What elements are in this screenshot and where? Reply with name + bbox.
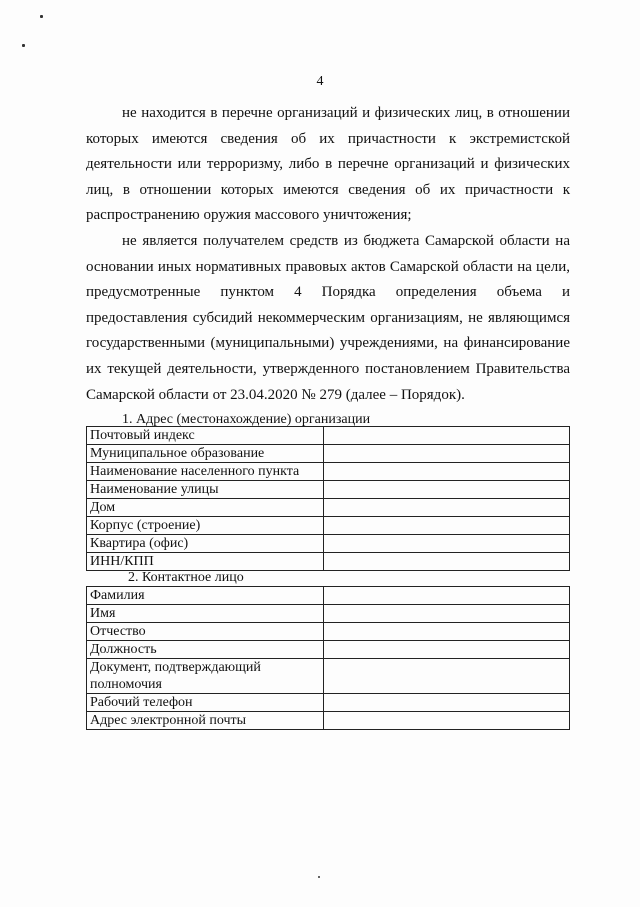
table-row [87, 499, 570, 517]
field-label: Фамилия [87, 587, 324, 605]
field-value[interactable] [324, 445, 570, 463]
body-text [86, 101, 570, 408]
field-label: Имя [87, 605, 324, 623]
table-row [87, 481, 570, 499]
field-label: Документ, подтверждающий полномочия [87, 659, 324, 694]
field-value[interactable] [324, 605, 570, 623]
field-value[interactable] [324, 499, 570, 517]
table-row [87, 623, 570, 641]
field-label: Адрес электронной почты [87, 712, 324, 730]
field-value[interactable] [324, 427, 570, 445]
table-row [87, 553, 570, 571]
field-label: Отчество [87, 623, 324, 641]
field-value[interactable] [324, 641, 570, 659]
table-row [87, 641, 570, 659]
table-row [87, 517, 570, 535]
paragraph: не является получателем средств из бюджета Самарской области на основании иных нормативных правовых актов Самарской области на цели, предусмотренные пунктом 4 Порядка определения объема и предоставления субсидий некоммерческим организациям, не являющимся государственными (муниципальными) учреждениями, на финансирование их текущей деятельности, утвержденного постановлением Правительства Самарской области от 23.04.2020 № 279 (далее – Порядок). [86, 232, 570, 403]
table-row [87, 694, 570, 712]
table-row [87, 427, 570, 445]
field-label: Наименование улицы [87, 481, 324, 499]
field-value[interactable] [324, 463, 570, 481]
page-number: 4 [316, 74, 324, 89]
field-value[interactable] [324, 659, 570, 694]
field-label: ИНН/КПП [87, 553, 324, 571]
scan-speck [40, 15, 43, 18]
scan-speck [318, 876, 320, 878]
field-label: Дом [87, 499, 324, 517]
table-row [87, 587, 570, 605]
address-table [86, 426, 570, 571]
scan-speck [22, 44, 25, 47]
paragraph: не находится в перечне организаций и физических лиц, в отношении которых имеются сведения об их причастности к экстремистской деятельности или терроризму, либо в перечне организаций и физических лиц, в отношении которых имеются сведения об их причастности к распространению оружия массового уничтожения; [86, 105, 570, 224]
field-label: Корпус (строение) [87, 517, 324, 535]
field-label: Должность [87, 641, 324, 659]
table-row [87, 445, 570, 463]
section-title-address: 1. Адрес (местонахождение) организации [122, 412, 371, 427]
field-value[interactable] [324, 517, 570, 535]
field-value[interactable] [324, 623, 570, 641]
field-value[interactable] [324, 587, 570, 605]
table-row [87, 712, 570, 730]
field-label: Муниципальное образование [87, 445, 324, 463]
field-value[interactable] [324, 694, 570, 712]
field-label: Наименование населенного пункта [87, 463, 324, 481]
field-label: Квартира (офис) [87, 535, 324, 553]
field-label: Рабочий телефон [87, 694, 324, 712]
table-row [87, 535, 570, 553]
field-value[interactable] [324, 535, 570, 553]
field-label: Почтовый индекс [87, 427, 324, 445]
field-value[interactable] [324, 553, 570, 571]
field-value[interactable] [324, 712, 570, 730]
table-row [87, 463, 570, 481]
field-value[interactable] [324, 481, 570, 499]
table-row [87, 659, 570, 694]
contact-table [86, 586, 570, 730]
section-title-contact: 2. Контактное лицо [128, 570, 244, 585]
table-row [87, 605, 570, 623]
